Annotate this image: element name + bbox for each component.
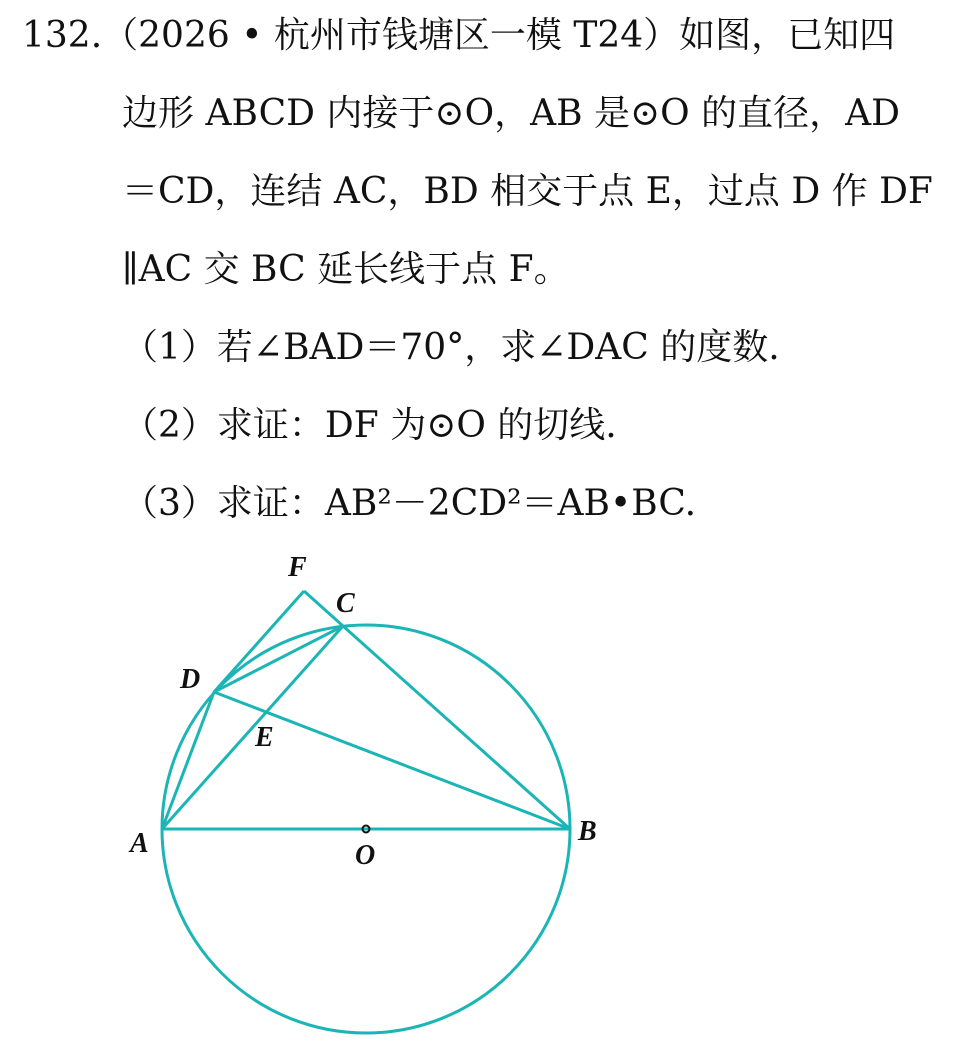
label-a: A xyxy=(130,828,149,859)
label-e: E xyxy=(255,722,274,753)
label-b: B xyxy=(578,816,597,847)
problem-line-4: ∥AC 交 BC 延长线于点 F。 xyxy=(122,249,570,290)
label-d: D xyxy=(180,664,201,695)
question-1: （1）若∠BAD＝70°，求∠DAC 的度数. xyxy=(122,327,780,368)
label-f: F xyxy=(288,552,307,583)
problem-line-3: ＝CD，连结 AC，BD 相交于点 E，过点 D 作 DF xyxy=(122,171,933,212)
problem-line-1: 132.（2026 • 杭州市钱塘区一模 T24）如图，已知四 xyxy=(22,15,896,56)
segment-df xyxy=(214,591,304,692)
geometry-figure xyxy=(0,540,700,1052)
label-o: O xyxy=(355,840,376,871)
question-3: （3）求证：AB²－2CD²＝AB•BC. xyxy=(122,483,697,524)
segment-cb xyxy=(343,626,570,829)
problem-line-2: 边形 ABCD 内接于⊙O，AB 是⊙O 的直径，AD xyxy=(122,93,900,134)
label-c: C xyxy=(336,588,355,619)
segment-ad xyxy=(162,692,214,829)
segment-bd xyxy=(214,692,570,829)
segment-dc xyxy=(214,626,343,692)
question-2: （2）求证：DF 为⊙O 的切线. xyxy=(122,405,617,446)
